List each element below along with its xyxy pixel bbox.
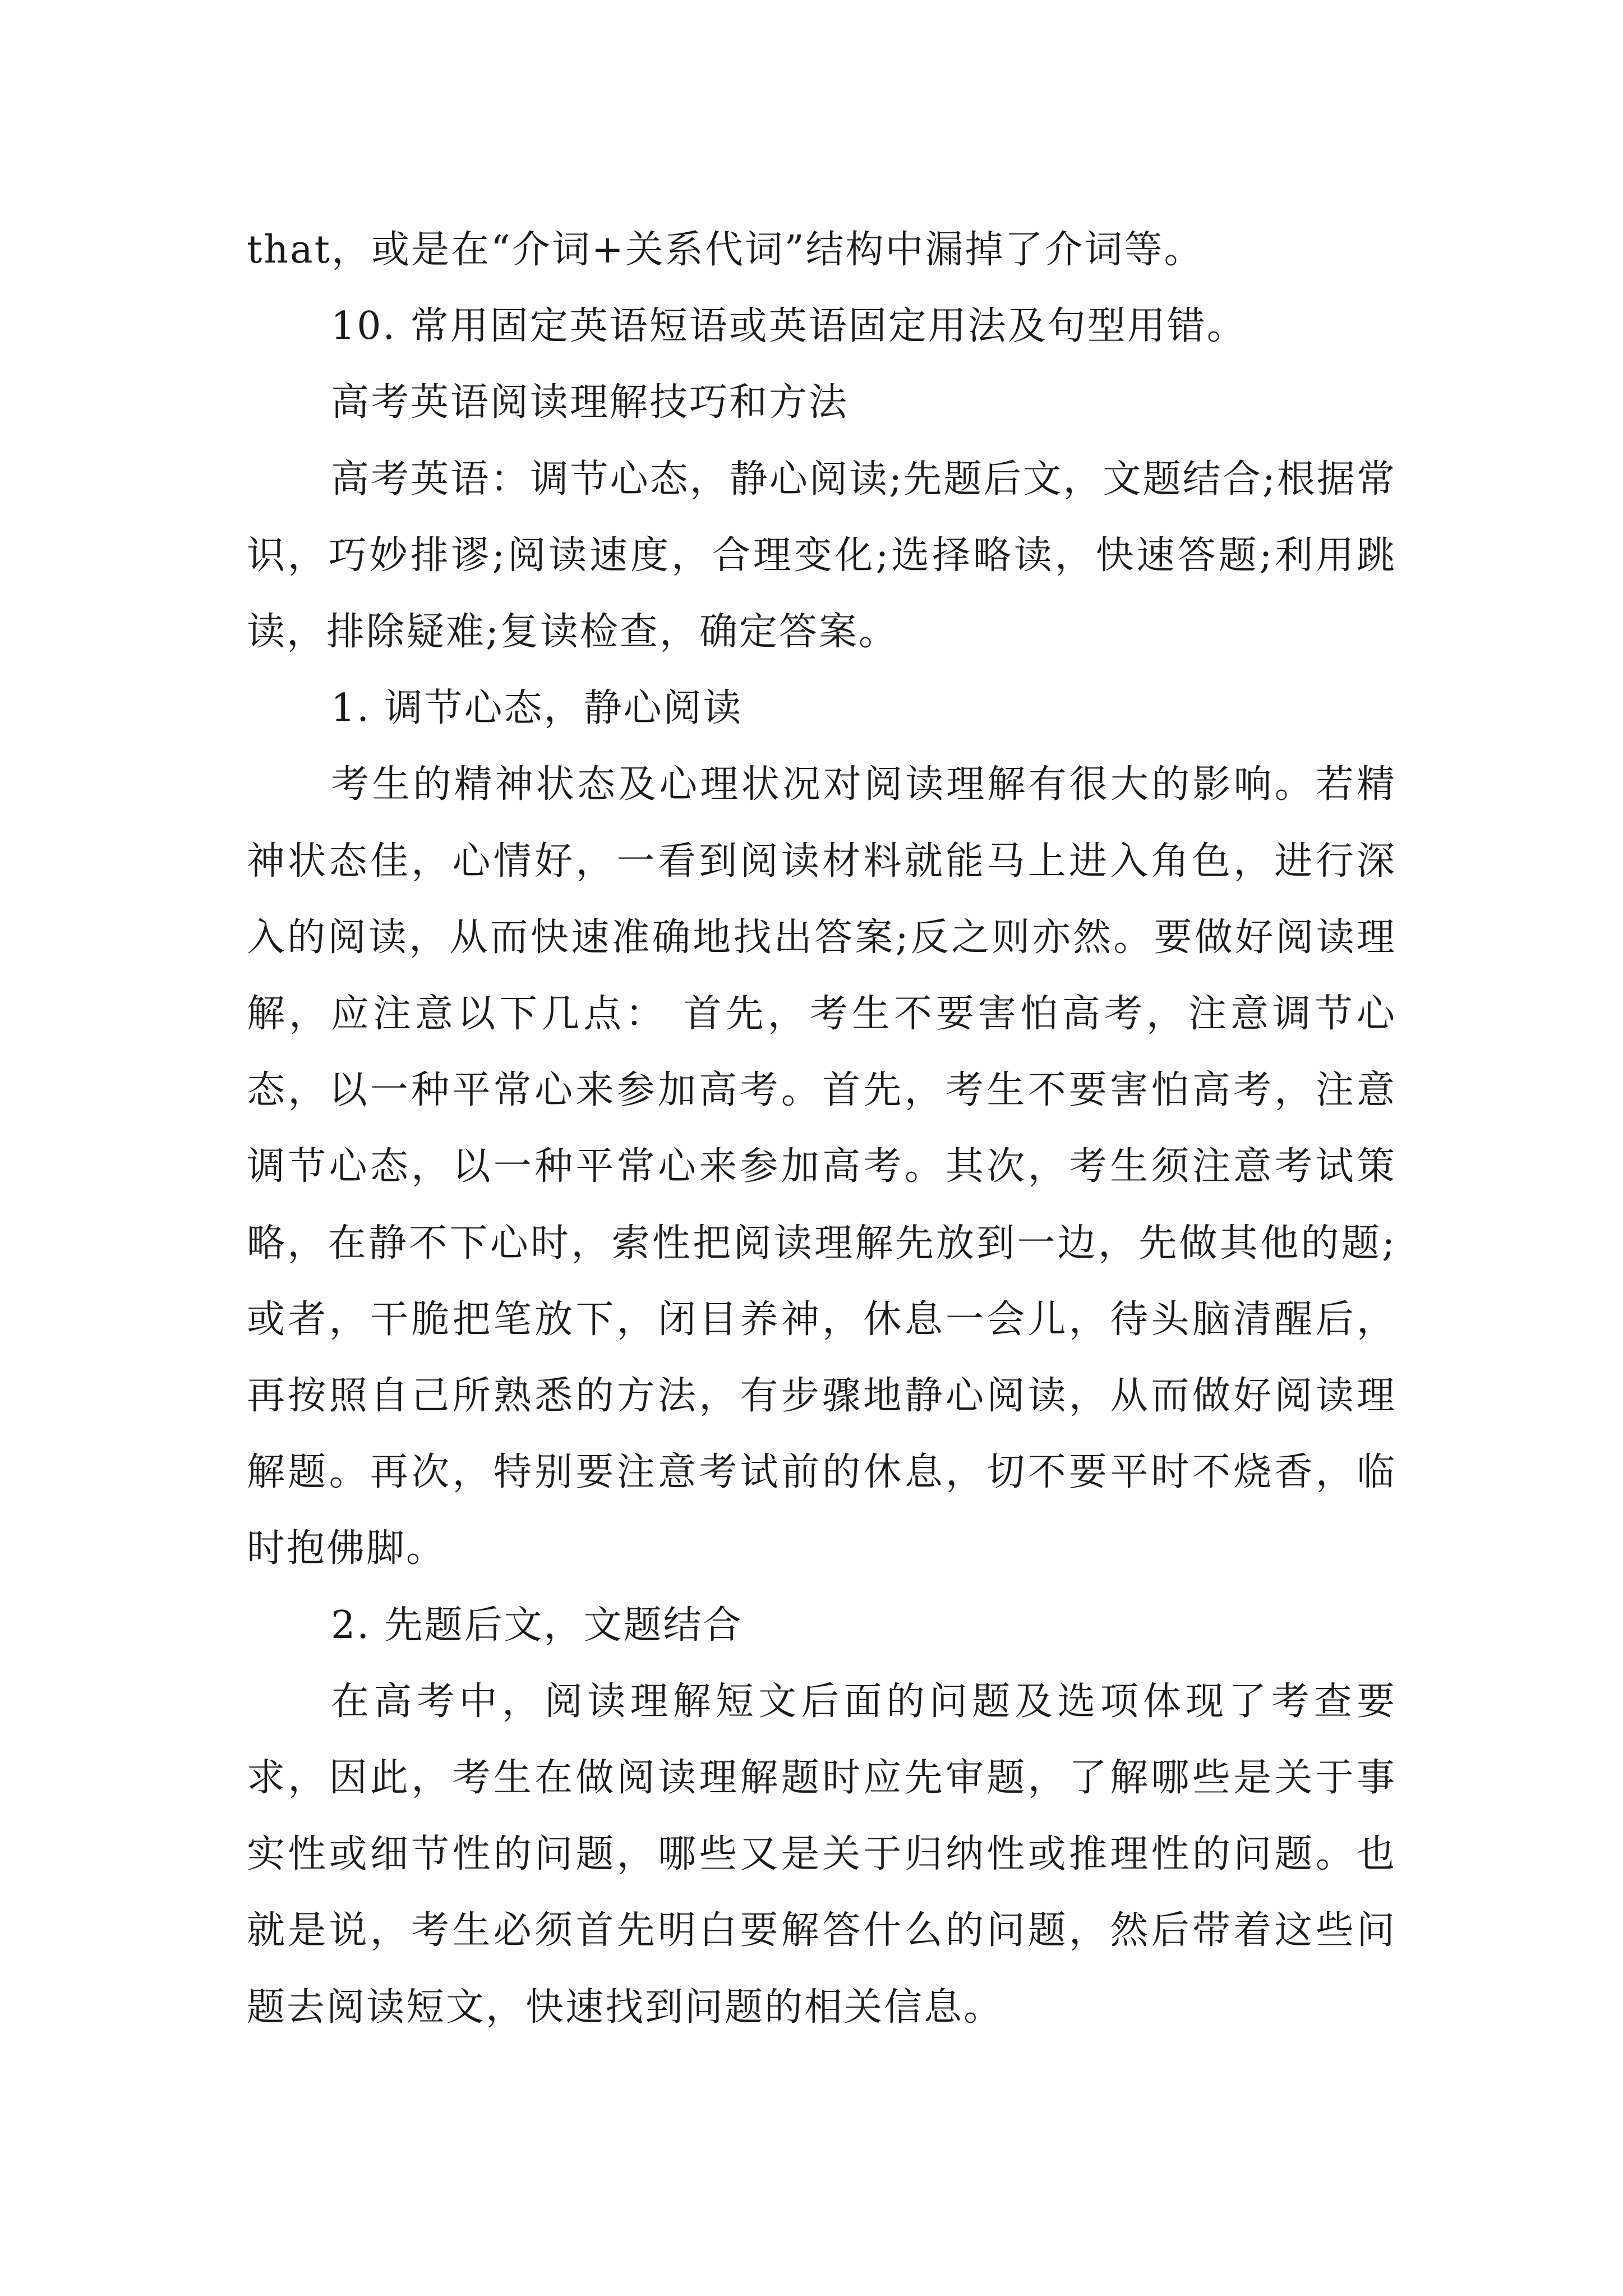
section-1-body: 考生的精神状态及心理状况对阅读理解有很大的影响。若精神状态佳，心情好，一看到阅读材料就能马上进入角色，进行深入的阅读，从而快速准确地找出答案;反之则亦然。要做好阅读理解，应注意以下几点： 首先，考生不要害怕高考，注意调节心态，以一种平常心来参加高考。首先，考生不要害怕高考，注意调节心态，以一种平常心来参加高考。其次，考生须注意考试策略，在静不下心时，索性把阅读理解先放到一边，先做其他的题;或者，干脆把笔放下，闭目养神，休息一会儿，待头脑清醒后，再按照自己所熟悉的方法，有步骤地静心阅读，从而做好阅读理解题。再次，特别要注意考试前的休息，切不要平时不烧香，临时抱佛脚。 [247,762,1396,1571]
paragraph-item-10: 10. 常用固定英语短语或英语固定用法及句型用错。 [331,304,1247,349]
document-body [247,212,1396,2046]
section-2-title: 2. 先题后文，文题结合 [331,1603,743,1648]
section-1-title: 1. 调节心态，静心阅读 [331,686,743,731]
paragraph-summary: 高考英语：调节心态，静心阅读;先题后文，文题结合;根据常识，巧妙排谬;阅读速度，合理变化;选择略读，快速答题;利用跳读，排除疑难;复读检查，确定答案。 [247,457,1396,655]
section-heading: 高考英语阅读理解技巧和方法 [331,380,849,425]
section-2-body: 在高考中，阅读理解短文后面的问题及选项体现了考查要求，因此，考生在做阅读理解题时应先审题，了解哪些是关于事实性或细节性的问题，哪些又是关于归纳性或推理性的问题。也就是说，考生必须首先明白要解答什么的问题，然后带着这些问题去阅读短文，快速找到问题的相关信息。 [247,1679,1396,2030]
paragraph-continuation: that，或是在“介词+关系代词”结构中漏掉了介词等。 [247,228,1204,272]
